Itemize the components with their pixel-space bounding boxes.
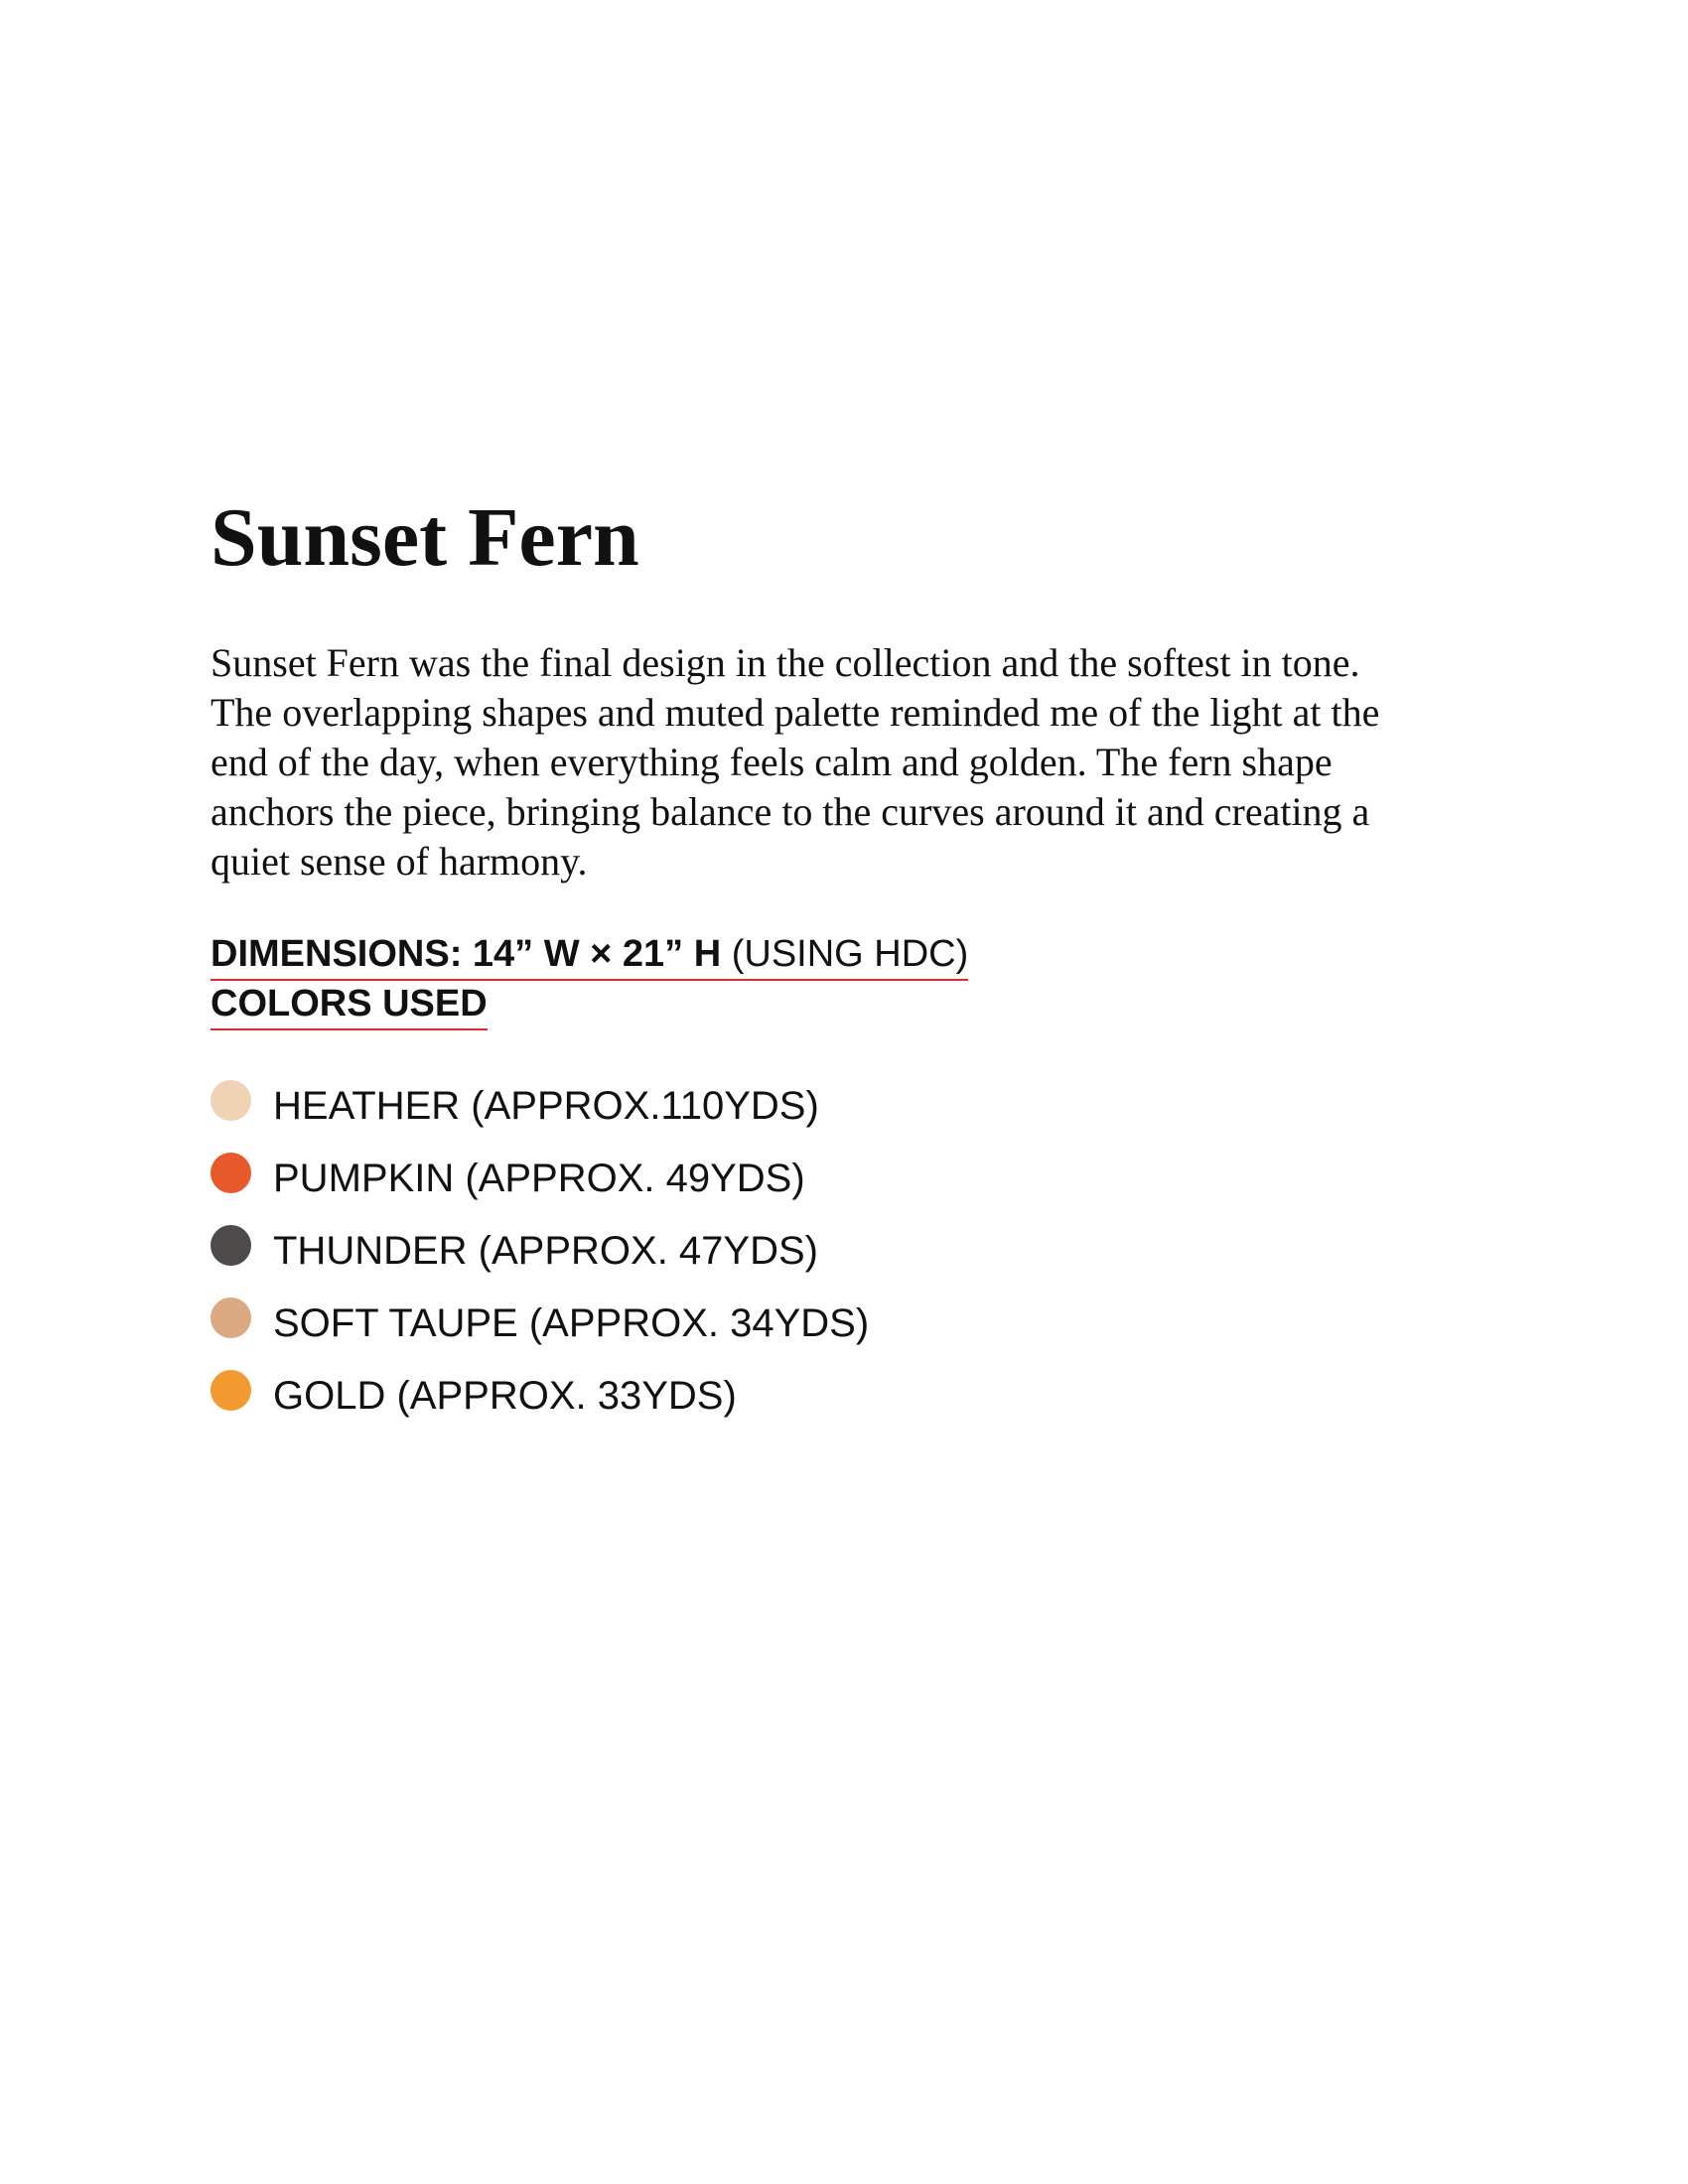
- color-item-pumpkin: [211, 1143, 869, 1215]
- dimensions-note: (USING HDC): [721, 933, 969, 975]
- color-label: PUMPKIN (APPROX. 49YDS): [273, 1157, 805, 1200]
- swatch-dot-icon: [211, 1080, 251, 1121]
- description-paragraph: [211, 638, 1501, 887]
- colors-used-heading: COLORS USED: [211, 981, 488, 1030]
- dimensions-heading: [211, 931, 968, 981]
- description-line: Sunset Fern was the final design in the collection and the softest in tone.: [211, 640, 1360, 685]
- color-item-soft-taupe: [211, 1288, 869, 1360]
- color-label: THUNDER (APPROX. 47YDS): [273, 1229, 818, 1273]
- description-line: anchors the piece, bringing balance to the curves around it and creating a: [211, 789, 1370, 834]
- description-line: quiet sense of harmony.: [211, 839, 588, 884]
- page-title: Sunset Fern: [211, 491, 639, 584]
- color-list: [211, 1070, 869, 1433]
- color-item-heather: [211, 1070, 869, 1143]
- swatch-dot-icon: [211, 1297, 251, 1338]
- color-item-thunder: [211, 1215, 869, 1288]
- swatch-dot-icon: [211, 1225, 251, 1266]
- description-line: The overlapping shapes and muted palette reminded me of the light at the: [211, 690, 1380, 735]
- swatch-dot-icon: [211, 1153, 251, 1193]
- color-item-gold: [211, 1360, 869, 1433]
- swatch-dot-icon: [211, 1370, 251, 1411]
- description-line: end of the day, when everything feels calm and golden. The fern shape: [211, 740, 1333, 784]
- color-label: GOLD (APPROX. 33YDS): [273, 1374, 737, 1418]
- dimensions-label: DIMENSIONS: 14” W × 21” H: [211, 933, 722, 975]
- color-label: HEATHER (APPROX.110YDS): [273, 1084, 819, 1128]
- color-label: SOFT TAUPE (APPROX. 34YDS): [273, 1301, 870, 1345]
